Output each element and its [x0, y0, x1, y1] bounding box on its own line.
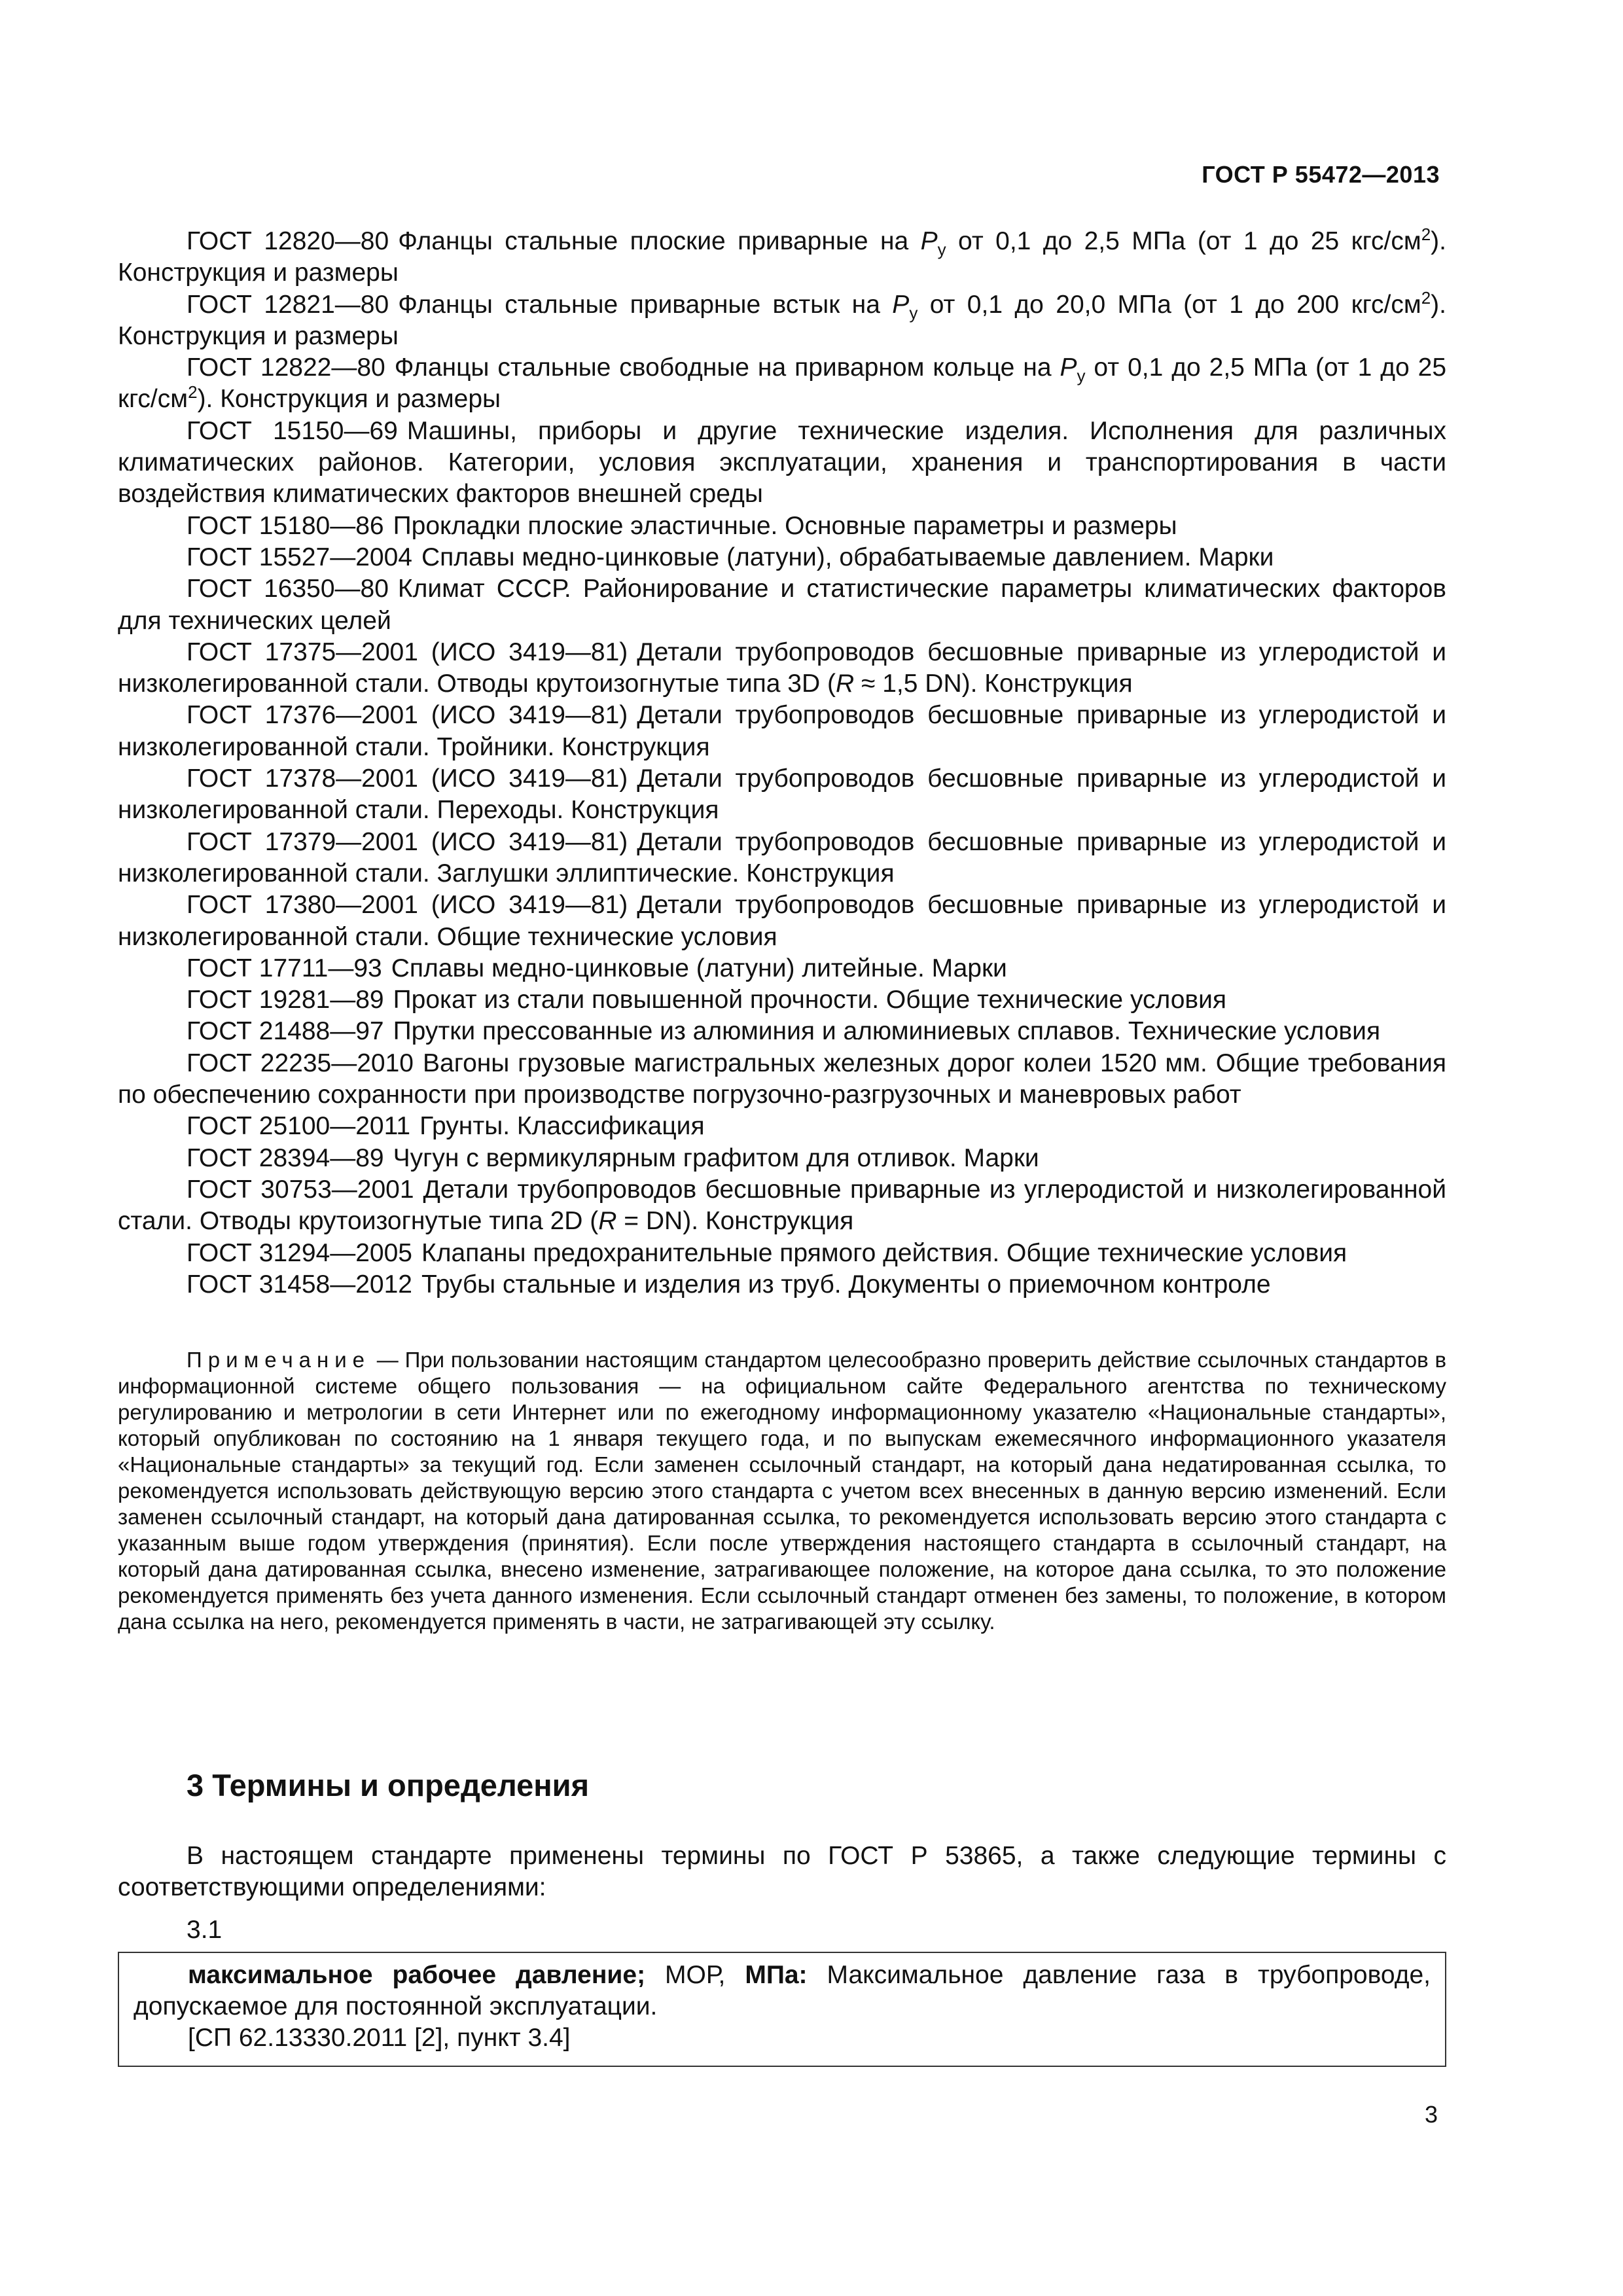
term-abbreviation: МОР, — [645, 1961, 745, 1989]
reference-code: ГОСТ 12820—80 — [187, 227, 389, 255]
reference-code: ГОСТ 17375—2001 (ИСО 3419—81) — [187, 637, 628, 666]
reference-code: ГОСТ 17711—93 — [187, 954, 382, 982]
reference-code: ГОСТ 15180—86 — [187, 511, 384, 540]
reference-item: ГОСТ 17711—93 Сплавы медно-цинковые (латуни) литейные. Марки — [187, 954, 1007, 982]
term-source: [СП 62.13330.2011 [2], пункт 3.4] — [188, 2024, 571, 2052]
reference-item: ГОСТ 17376—2001 (ИСО 3419—81) Детали трубопроводов бесшовные приварные из углеродистой и низколегированной стали. Тройники. Конструкция — [118, 701, 1446, 761]
reference-item: ГОСТ 21488—97 Прутки прессованные из алюминия и алюминиевых сплавов. Технические условия — [187, 1017, 1381, 1046]
term-definition — [134, 1960, 1431, 2022]
reference-code: ГОСТ 22235—2010 — [187, 1049, 414, 1077]
references-note: Примечание — При пользовании настоящим стандартом целесообразно проверить действие ссылочных стандартов в информационной системе общего пользования — на официальном сайте Федерального агентства по техническому регулированию и метрологии в сети Интернет или по ежегодному информационному указателю «Национальные стандарты», который опубликован по состоянию на 1 января текущего года, и по выпускам ежемесячного информационного указателя «Национальные стандарты» за текущий год. Если заменен ссылочный стандарт, на который дана недатированная ссылка, то рекомендуется использовать действующую версию этого стандарта с учетом всех внесенных в данную версию изменений. Если заменен ссылочный стандарт, на который дана датированная ссылка, то рекомендуется использовать версию этого стандарта с указанным выше годом утверждения (принятия). Если после утверждения настоящего стандарта в ссылочный стандарт, на который дана датированная ссылка, внесено изменение, затрагивающее положение, на которое дана ссылка, то это положение рекомендуется применять без учета данного изменения. Если ссылочный стандарт отменен без замены, то положение, в котором дана ссылка на него, рекомендуется применять в части, не затрагивающей эту ссылку. — [118, 1348, 1446, 1634]
term-number: 3.1 — [187, 1916, 223, 1944]
section-title: 3 Термины и определения — [187, 1768, 589, 1803]
reference-code: ГОСТ 31458—2012 — [187, 1270, 413, 1299]
term-unit: МПа: — [745, 1961, 808, 1989]
reference-item: ГОСТ 31294—2005 Клапаны предохранительные прямого действия. Общие технические условия — [187, 1238, 1347, 1267]
note-label: Примечание — [187, 1348, 371, 1372]
reference-item: ГОСТ 12820—80 Фланцы стальные плоские приварные на $P_y$ от 0,1 до 2,5 МПа (от 1 до 25 кгс/$см^2$). Конструкция и размеры — [118, 224, 1446, 287]
term-name: максимальное рабочее давление; — [188, 1961, 646, 1989]
reference-code: ГОСТ 28394—89 — [187, 1143, 384, 1172]
reference-code: ГОСТ 12822—80 — [187, 353, 385, 382]
reference-item: ГОСТ 28394—89 Чугун с вермикулярным графитом для отливок. Марки — [187, 1143, 1039, 1172]
reference-code: ГОСТ 30753—2001 — [187, 1175, 414, 1204]
reference-item: ГОСТ 17375—2001 (ИСО 3419—81) Детали трубопроводов бесшовные приварные из углеродистой и низколегированной стали. Отводы крутоизогнутые типа 3D (R ≈ 1,5 DN). Конструкция — [118, 637, 1446, 698]
reference-item: ГОСТ 16350—80 Климат СССР. Районирование и статистические параметры климатических факторов для технических целей — [118, 575, 1447, 635]
reference-item: ГОСТ 12822—80 Фланцы стальные свободные на приварном кольце на $P_y$ от 0,1 до 2,5 МПа (от 1 до 25 кгс/$см^2$). Конструкция и размеры — [118, 353, 1447, 414]
reference-item: ГОСТ 15180—86 Прокладки плоские эластичные. Основные параметры и размеры — [187, 511, 1177, 540]
reference-item: ГОСТ 17380—2001 (ИСО 3419—81) Детали трубопроводов бесшовные приварные из углеродистой и низколегированной стали. Общие технические условия — [118, 891, 1446, 951]
note-text: При пользовании настоящим стандартом целесообразно проверить действие ссылочных стандартов в информационной системе общего пользования — на официальном сайте Федерального агентства по техническому регулированию и метрологии в сети Интернет или по ежегодному информационному указателю «Национальные стандарты», который опубликован по состоянию на 1 января текущего года, и по выпускам ежемесячного информационного указателя «Национальные стандарты» за текущий год. Если заменен ссылочный стандарт, на который дана недатированная ссылка, то рекомендуется использовать действующую версию этого стандарта с учетом всех внесенных в данную версию изменений. Если заменен ссылочный стандарт, на который дана датированная ссылка, то рекомендуется использовать версию этого стандарта с указанным выше годом утверждения (принятия). Если после утверждения настоящего стандарта в ссылочный стандарт, на который дана датированная ссылка, внесено изменение, затрагивающее положение, на которое дана ссылка, то это положение рекомендуется применять без учета данного изменения. Если ссылочный стандарт отменен без замены, то положение, в котором дана ссылка на него, рекомендуется применять в части, не затрагивающей эту ссылку. — [118, 1348, 1446, 1634]
reference-item: ГОСТ 22235—2010 Вагоны грузовые магистральных железных дорог колеи 1520 мм. Общие требования по обеспечению сохранности при производстве погрузочно-разгрузочных и маневровых работ — [118, 1049, 1446, 1109]
reference-code: ГОСТ 17380—2001 (ИСО 3419—81) — [187, 891, 628, 920]
normative-references-list — [118, 226, 1446, 1300]
reference-code: ГОСТ 15150—69 — [187, 416, 398, 445]
term-definition-text: Максимальное давление газа в трубопроводе, допускаемое для постоянной эксплуатации. — [134, 1961, 1431, 2020]
reference-item: ГОСТ 15150—69 Машины, приборы и другие технические изделия. Исполнения для различных климатических районов. Категории, условия эксплуатации, хранения и транспортирования в части воздействия климатических факторов внешней среды — [118, 416, 1446, 509]
page-number: 3 — [1424, 2101, 1438, 2128]
reference-code: ГОСТ 19281—89 — [187, 986, 384, 1014]
reference-item: ГОСТ 15527—2004 Сплавы медно-цинковые (латуни), обрабатываемые давлением. Марки — [187, 543, 1274, 571]
reference-code: ГОСТ 25100—2011 — [187, 1112, 411, 1141]
reference-code: ГОСТ 31294—2005 — [187, 1238, 413, 1267]
reference-item: ГОСТ 30753—2001 Детали трубопроводов бесшовные приварные из углеродистой и низколегированной стали. Отводы крутоизогнутые типа 2D (R = DN). Конструкция — [118, 1175, 1446, 1236]
reference-item: ГОСТ 25100—2011 Грунты. Классификация — [187, 1112, 705, 1141]
reference-code: ГОСТ 17379—2001 (ИСО 3419—81) — [187, 827, 628, 856]
reference-code: ГОСТ 16350—80 — [187, 575, 389, 603]
reference-item: ГОСТ 12821—80 Фланцы стальные приварные встык на $P_y$ от 0,1 до 20,0 МПа (от 1 до 200 кгс/$см^2$). Конструкция и размеры — [118, 287, 1446, 350]
reference-code: ГОСТ 12821—80 — [187, 290, 389, 319]
reference-code: ГОСТ 17378—2001 (ИСО 3419—81) — [187, 764, 628, 793]
reference-item: ГОСТ 17378—2001 (ИСО 3419—81) Детали трубопроводов бесшовные приварные из углеродистой и низколегированной стали. Переходы. Конструкция — [118, 764, 1446, 825]
reference-item: ГОСТ 31458—2012 Трубы стальные и изделия из труб. Документы о приемочном контроле — [187, 1270, 1271, 1299]
section-intro: В настоящем стандарте применены термины по ГОСТ Р 53865, а также следующие термины с соответствующими определениями: — [118, 1842, 1446, 1901]
term-definition-box — [118, 1952, 1446, 2067]
reference-code: ГОСТ 15527—2004 — [187, 543, 413, 571]
reference-code: ГОСТ 17376—2001 (ИСО 3419—81) — [187, 701, 628, 730]
reference-item: ГОСТ 19281—89 Прокат из стали повышенной прочности. Общие технические условия — [187, 986, 1227, 1014]
reference-item: ГОСТ 17379—2001 (ИСО 3419—81) Детали трубопроводов бесшовные приварные из углеродистой и низколегированной стали. Заглушки эллиптические. Конструкция — [118, 827, 1446, 888]
document-header: ГОСТ Р 55472—2013 — [1202, 161, 1440, 188]
reference-code: ГОСТ 21488—97 — [187, 1017, 384, 1046]
